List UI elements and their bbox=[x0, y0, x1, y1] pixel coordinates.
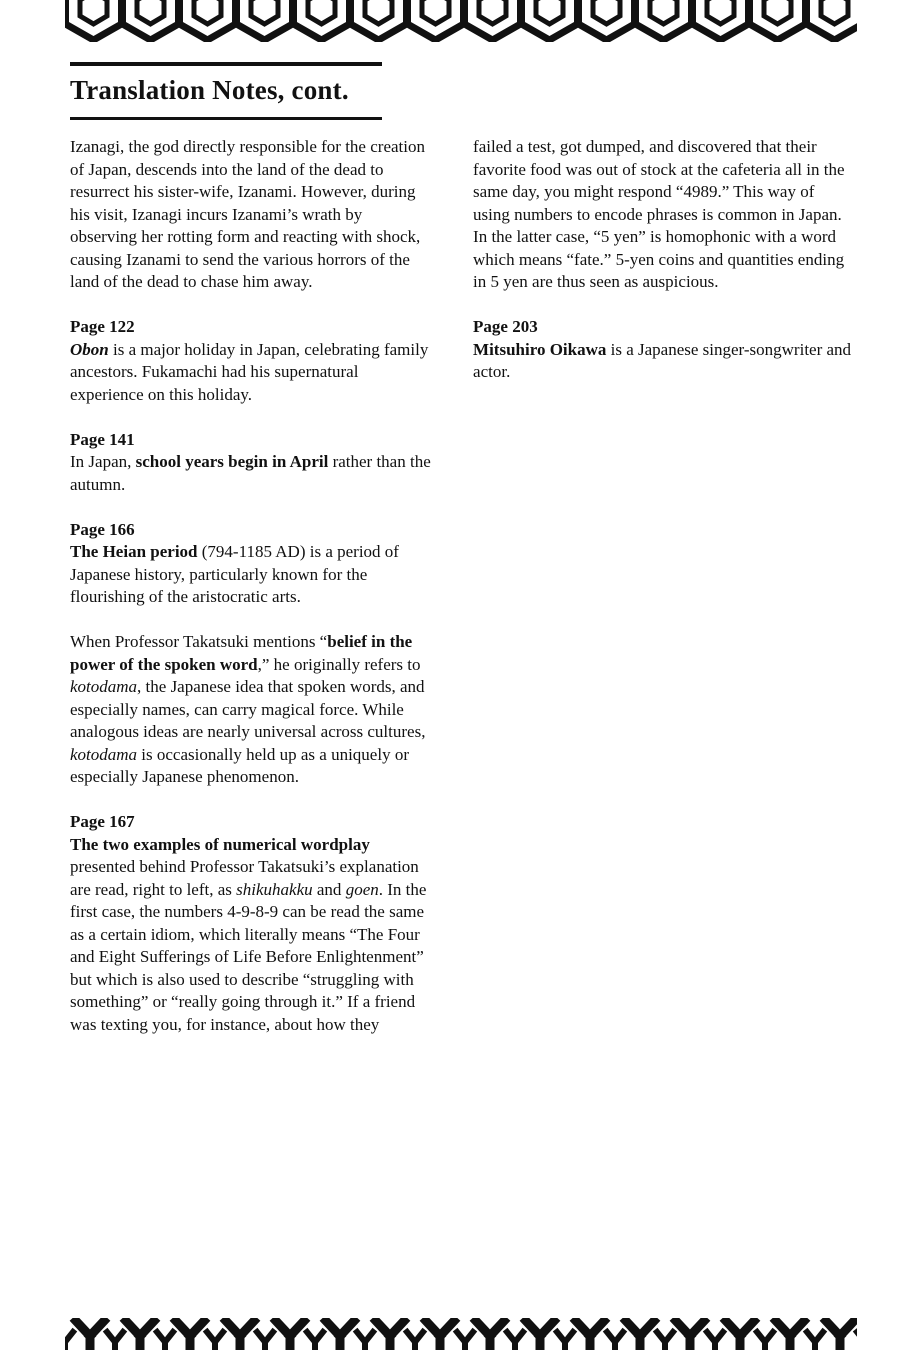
note-text bbox=[70, 339, 431, 407]
note-page-heading: Page 122 bbox=[70, 317, 135, 336]
note-text-segment: Obon bbox=[70, 339, 109, 359]
note-page-heading: Page 166 bbox=[70, 519, 135, 539]
note-text-segment: When Professor Takatsuki mentions “ bbox=[70, 632, 328, 651]
left-column bbox=[70, 136, 431, 1036]
note-text bbox=[70, 631, 431, 789]
note-block bbox=[70, 631, 431, 789]
note-text bbox=[473, 339, 852, 384]
bottom-border-pattern bbox=[65, 1318, 857, 1350]
right-column bbox=[473, 136, 852, 384]
note-text-segment: rather than the autumn. bbox=[70, 452, 431, 494]
note-text-segment: is occasionally held up as a uniquely or especially Japanese phenomenon. bbox=[70, 744, 409, 786]
note-text-segment: presented behind Professor Takatsuki’s explanation are read, right to left, as bbox=[70, 857, 419, 899]
note-block bbox=[473, 136, 852, 294]
note-text bbox=[70, 451, 431, 496]
note-text-segment: (794-1185 AD) is a period of Japanese history, particularly known for the flourishing of the aristocratic arts. bbox=[70, 542, 399, 606]
note-text-segment: ,” he originally refers to bbox=[257, 654, 421, 674]
note-text-segment: shikuhakku bbox=[236, 879, 313, 899]
note-block bbox=[70, 136, 431, 294]
notes-columns bbox=[70, 136, 852, 1036]
note-text-segment: kotodama bbox=[70, 744, 138, 764]
note-text-segment: , the Japanese idea that spoken words, and especially names, can carry magical force. While analogous ideas are nearly universal across cultures, bbox=[70, 677, 426, 741]
note-page-heading: Page 203 bbox=[473, 317, 538, 336]
note-block bbox=[70, 811, 431, 1036]
note-text-segment: failed a test, got dumped, and discovered that their favorite food was out of stock at the cafeteria all in the same day, you might respond “4989.” This way of using numbers to encode phrases is common in Japan. In the latter case, “5 yen” is homophonic with a word which means “fate.” 5-yen coins and quantities ending in 5 yen are thus seen as auspicious. bbox=[473, 137, 845, 291]
note-block bbox=[70, 429, 431, 497]
note-page-heading: Page 167 bbox=[70, 812, 135, 831]
page-title: Translation Notes, cont. bbox=[70, 75, 349, 105]
note-page-heading: Page 141 bbox=[70, 429, 135, 449]
page-content bbox=[70, 62, 852, 1036]
note-text-segment: The Heian period bbox=[70, 542, 198, 561]
note-text-segment: . In the first case, the numbers 4-9-8-9 can be read the same as a certain idiom, which literally means “The Four and Eight Sufferings of Life Before Enlightenment” but which is also used to describe “struggling with something” or “really going through it.” If a friend was texting you, for instance, about how they bbox=[70, 879, 427, 1034]
note-text-segment: school years begin in April bbox=[135, 452, 329, 471]
note-block bbox=[70, 519, 431, 609]
note-text-segment: Izanagi, the god directly responsible for the creation of Japan, descends into the land of the dead to resurrect his sister-wife, Izanami. However, during his visit, Izanagi incurs Izanami’s wrath by observing her rotting form and reacting with shock, causing Izanami to send the various horrors of the land of the dead to chase him away. bbox=[70, 137, 425, 291]
note-text-segment: and bbox=[312, 879, 346, 899]
y-pattern-icon bbox=[65, 1318, 857, 1350]
note-text bbox=[70, 136, 431, 294]
note-text-segment: kotodama bbox=[70, 677, 138, 696]
note-text bbox=[70, 834, 431, 1037]
note-text-segment: Mitsuhiro Oikawa bbox=[473, 339, 607, 359]
note-text-segment: is a major holiday in Japan, celebrating family ancestors. Fukamachi had his supernatural experience on this holiday. bbox=[70, 339, 429, 404]
note-text-segment: In Japan, bbox=[70, 452, 136, 471]
hexagon-pattern-icon bbox=[65, 0, 857, 42]
note-text-segment: goen bbox=[345, 879, 379, 899]
top-border-pattern bbox=[65, 0, 857, 42]
note-text-segment: belief in the power of the spoken word bbox=[70, 632, 413, 674]
note-text-segment: The two examples of numerical wordplay bbox=[70, 834, 370, 854]
note-text bbox=[473, 136, 852, 294]
note-block bbox=[473, 316, 852, 384]
note-block bbox=[70, 316, 431, 406]
note-text bbox=[70, 541, 431, 609]
title-block bbox=[70, 62, 382, 120]
note-text-segment: is a Japanese singer-songwriter and actor. bbox=[473, 339, 852, 381]
